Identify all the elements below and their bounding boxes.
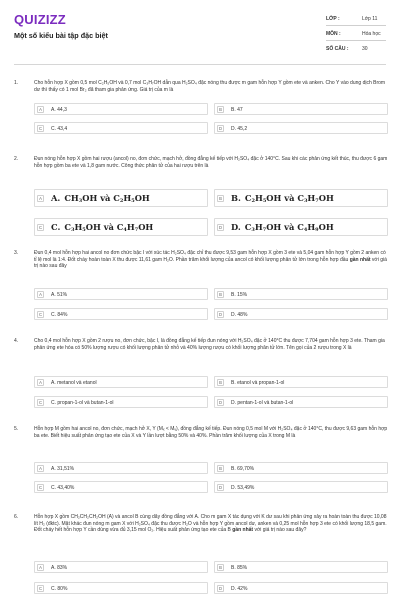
option-c[interactable] bbox=[34, 122, 208, 134]
option-letter-badge: A bbox=[37, 106, 44, 113]
option-letter-badge: A bbox=[37, 564, 44, 571]
option-b[interactable] bbox=[214, 103, 388, 115]
option-c[interactable] bbox=[34, 481, 208, 493]
option-letter-badge: B bbox=[217, 379, 224, 386]
option-letter-badge: D bbox=[218, 400, 223, 405]
option-text: D. $C_3H_7OH$ và $C_4H_9OH$ bbox=[231, 222, 334, 233]
option-d[interactable] bbox=[214, 582, 388, 594]
option-text: C. propan-1-ol và butan-1-ol bbox=[51, 400, 114, 406]
option-a[interactable] bbox=[34, 103, 208, 115]
option-text: B. 47 bbox=[231, 107, 243, 113]
class-value: Lớp 11 bbox=[362, 16, 378, 22]
option-letter-badge: D bbox=[218, 225, 223, 230]
question-text: Hỗn hợp M gồm hai ancol no, đơn chức, mạch hở X, Y (Mₓ < Mᵧ), đồng đẳng kế tiếp. Đun nóng 0,5 mol M với H₂SO₄ đặc ở 140°C, thu được 9,63 gam hỗn hợp ba ete. Biết hiệu suất phản ứng tạo ete của X và Y lần lượt bằng 50% và 40%. Phần trăm khối lượng của X trong M là bbox=[34, 426, 388, 439]
header-divider bbox=[14, 64, 386, 65]
option-d[interactable] bbox=[214, 396, 388, 408]
quizizz-logo: QUIZIZZ bbox=[14, 12, 66, 27]
question-text: Cho 0,4 mol hỗn hợp X gồm 2 rượu no, đơn chức, bậc I, là đồng đẳng kế tiếp đun nóng với H₂SO₄ đặc ở 140°C thu được 7,704 gam hỗn hợp 3 ete. Tham gia phản ứng ete hóa có 50% lượng rượu có khối lượng phân tử nhỏ và 40% lượng rượu có khối lượng phân tử lớn. Tên gọi của 2 rượu trong X là bbox=[34, 338, 385, 351]
option-d[interactable] bbox=[214, 481, 388, 493]
question-text: Hỗn hợp X gồm CH₂CH₂CH₂OH (A) và ancol B cùng dãy đồng đẳng với A. Cho m gam X tác dụng với K dư sau khi phản ứng xảy ra hoàn toàn thu được 10,08 lít H₂ (đktc). Mặt khác đun nóng m gam X với H₂SO₄ đặc thu được H₂O và hỗn hợp Y gồm ancol dư, anken và 0,25 mol hỗn hợp 3 ete có khối lượng 18,5 gam. Đốt cháy hết hỗn hợp Y cần dùng vừa đủ 3,15 mol O₂. Hiệu suất phản ứng tạo ete của B gần nhất với giá trị nào sau đây? bbox=[34, 514, 387, 534]
option-text: C. 43,4 bbox=[51, 126, 68, 132]
option-text: B. $C_2H_5OH$ và $C_3H_7OH$ bbox=[231, 193, 334, 204]
option-text: C. 80% bbox=[51, 586, 68, 592]
option-letter-badge: B bbox=[217, 465, 224, 472]
option-text: C. $C_3H_5OH$ và $C_4H_7OH$ bbox=[51, 222, 154, 233]
question-number: 6. bbox=[14, 514, 19, 520]
option-text: A. 51% bbox=[51, 292, 68, 298]
subject-value: Hóa học bbox=[362, 31, 381, 37]
option-text: A. 83% bbox=[51, 565, 68, 571]
question-number: 4. bbox=[14, 338, 19, 344]
option-a[interactable] bbox=[34, 189, 208, 207]
option-label: B. bbox=[231, 193, 241, 203]
option-text: D. 42% bbox=[231, 586, 248, 592]
option-letter-badge: C bbox=[38, 586, 43, 591]
option-letter-badge: D bbox=[218, 485, 223, 490]
option-letter-badge: A bbox=[37, 195, 44, 202]
option-letter-badge: B bbox=[217, 564, 224, 571]
question-count-value: 30 bbox=[362, 46, 368, 52]
option-letter-badge: B bbox=[217, 291, 224, 298]
question-text: Cho hỗn hợp X gồm 0,5 mol C₂H₅OH và 0,7 mol C₃H₇OH dẫn qua H₂SO₄ đặc nóng thu được m gam hỗn hợp Y gồm ete và anken. Cho Y vào dung dịch Brom dư thì thấy có 1 mol Br₂ đã tham gia phản ứng. Giá trị của m là bbox=[34, 80, 386, 93]
option-letter-badge: A bbox=[37, 291, 44, 298]
option-letter-badge: A bbox=[37, 379, 44, 386]
option-text: A. 44,3 bbox=[51, 107, 67, 113]
option-letter-badge: C bbox=[38, 225, 43, 230]
option-letter-badge: A bbox=[37, 465, 44, 472]
option-letter-badge: B bbox=[217, 106, 224, 113]
option-d[interactable] bbox=[214, 218, 388, 236]
option-text: C. 43,40% bbox=[51, 485, 75, 491]
option-letter-badge: C bbox=[38, 312, 43, 317]
option-text: D. 53,49% bbox=[231, 485, 255, 491]
option-text: D. pentan-1-ol và butan-1-ol bbox=[231, 400, 294, 406]
option-a[interactable] bbox=[34, 462, 208, 474]
question-number: 5. bbox=[14, 426, 19, 432]
option-text: D. 45,2 bbox=[231, 126, 248, 132]
option-d[interactable] bbox=[214, 122, 388, 134]
option-text: C. 84% bbox=[51, 312, 68, 318]
class-label: LỚP : bbox=[326, 16, 340, 22]
option-label: D. bbox=[231, 222, 241, 232]
option-text: B. 85% bbox=[231, 565, 248, 571]
question-number: 2. bbox=[14, 156, 19, 162]
worksheet-title: Một số kiểu bài tập đặc biệt bbox=[14, 31, 108, 40]
question-number: 3. bbox=[14, 250, 19, 256]
meta-divider bbox=[326, 40, 386, 41]
option-text: A. metanol và etanol bbox=[51, 380, 97, 386]
option-letter-badge: B bbox=[217, 195, 224, 202]
option-letter-badge: D bbox=[218, 586, 223, 591]
question-text: Đun 0,4 mol hỗn hợp hai ancol no đơn chức bậc I với xúc tác H₂SO₄ đặc chỉ thu được 9,53 gam hỗn hợp X gồm 3 ete và 5,04 gam hỗn hợp Y gồm 2 anken có tỉ lệ mol là 1:4. Đốt cháy hoàn toàn X thu được 11,61 gam H₂O. Phần trăm khối lượng của ancol có khối lượng phân tử lớn trong hỗn hợp đầu gần nhất với giá trị nào sau đây bbox=[34, 250, 387, 270]
option-d[interactable] bbox=[214, 308, 388, 320]
option-text: D. 48% bbox=[231, 312, 248, 318]
option-c[interactable] bbox=[34, 308, 208, 320]
option-a[interactable] bbox=[34, 288, 208, 300]
question-text: Đun nóng hỗn hợp X gồm hai rượu (ancol) no, đơn chức, mạch hở, đồng đẳng kế tiếp với H₂SO₄ đặc ở 140°C. Sau khi các phản ứng kết thúc, thu được 6 gam hỗn hợp gồm ba ete và 1,8 gam nước. Công thức phân tử của hai rượu trên là bbox=[34, 156, 388, 169]
option-b[interactable] bbox=[214, 376, 388, 388]
option-label: A. bbox=[51, 193, 61, 203]
option-a[interactable] bbox=[34, 561, 208, 573]
meta-divider bbox=[326, 25, 386, 26]
subject-label: MÔN : bbox=[326, 31, 341, 37]
option-text: A. 31,51% bbox=[51, 466, 75, 472]
option-b[interactable] bbox=[214, 561, 388, 573]
option-letter-badge: C bbox=[38, 400, 43, 405]
question-number: 1. bbox=[14, 80, 19, 86]
option-text: A. $CH_3OH$ và $C_2H_5OH$ bbox=[51, 193, 150, 204]
option-b[interactable] bbox=[214, 462, 388, 474]
option-c[interactable] bbox=[34, 396, 208, 408]
option-letter-badge: C bbox=[38, 126, 43, 131]
worksheet-header bbox=[0, 0, 400, 62]
option-label: C. bbox=[51, 222, 61, 232]
option-c[interactable] bbox=[34, 218, 208, 236]
option-b[interactable] bbox=[214, 189, 388, 207]
option-b[interactable] bbox=[214, 288, 388, 300]
option-text: B. etanol và propan-1-ol bbox=[231, 380, 285, 386]
option-c[interactable] bbox=[34, 582, 208, 594]
option-letter-badge: D bbox=[218, 312, 223, 317]
option-text: B. 15% bbox=[231, 292, 248, 298]
option-text: B. 69,70% bbox=[231, 466, 255, 472]
option-letter-badge: C bbox=[38, 485, 43, 490]
question-count-label: SỐ CÂU : bbox=[326, 46, 349, 52]
option-a[interactable] bbox=[34, 376, 208, 388]
option-letter-badge: D bbox=[218, 126, 223, 131]
